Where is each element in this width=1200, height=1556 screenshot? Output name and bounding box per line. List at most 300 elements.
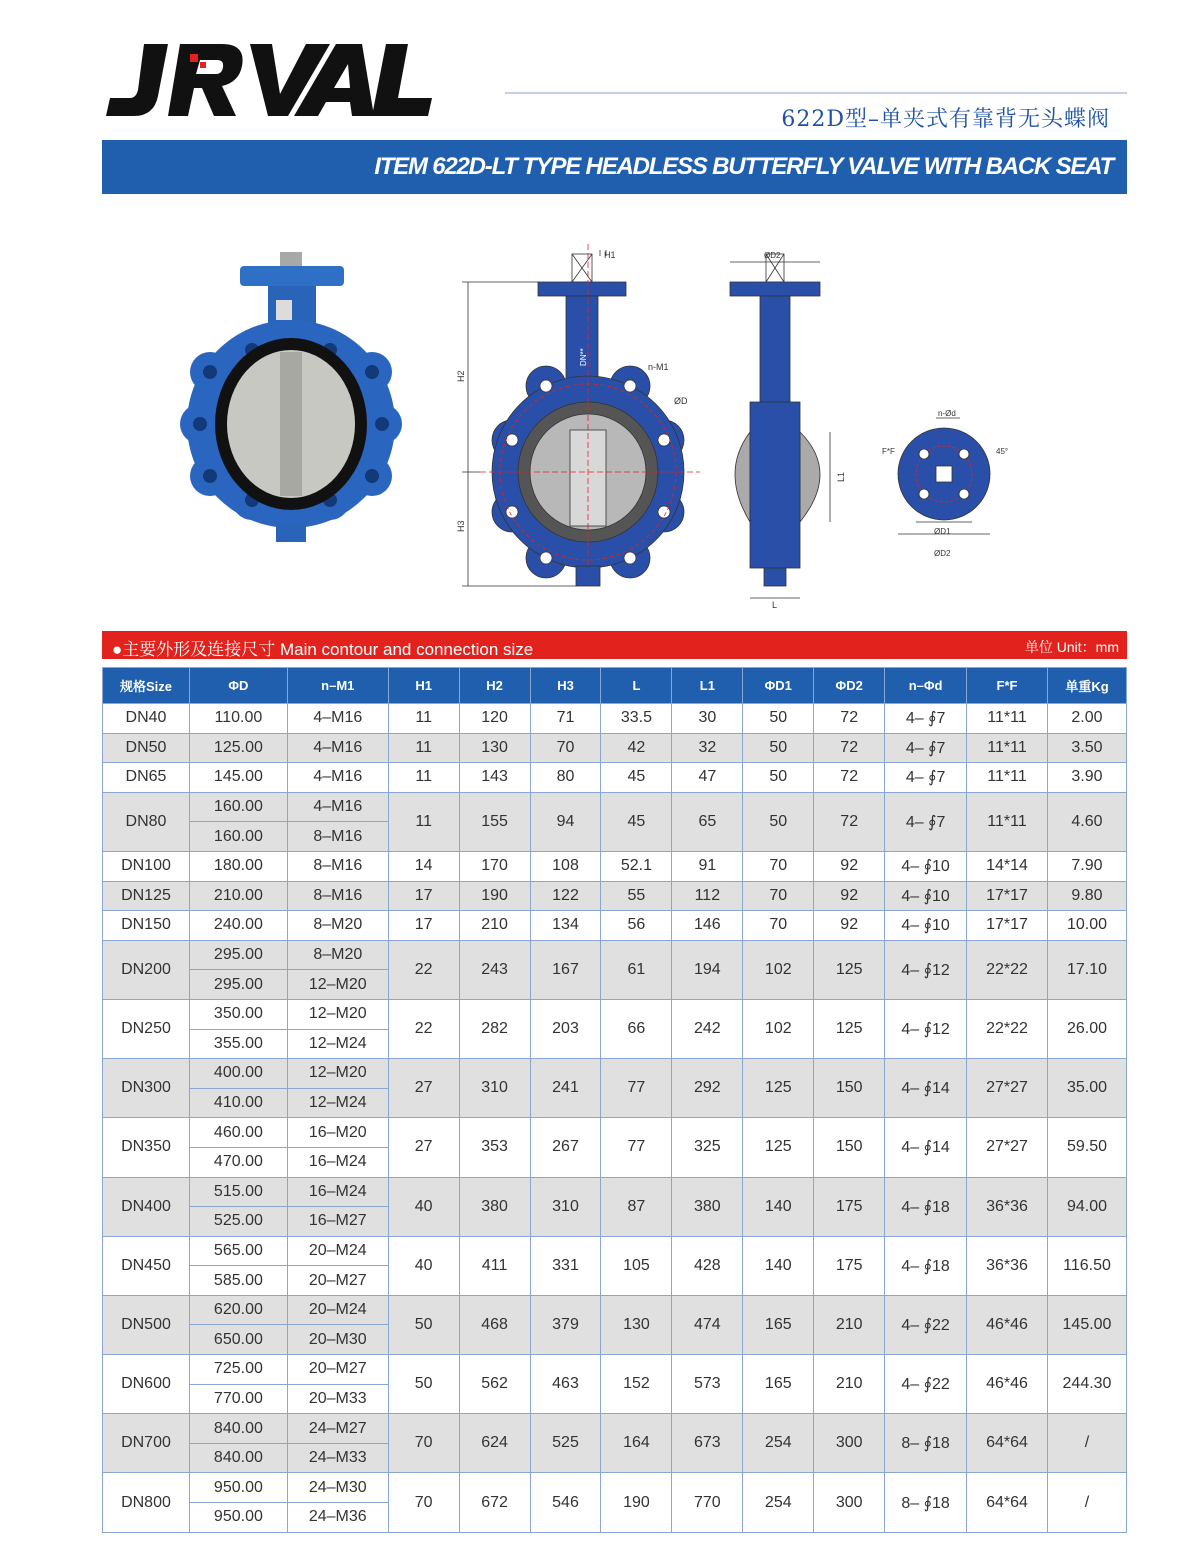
h2-cell: 143 — [459, 763, 530, 793]
d1-cell: 254 — [743, 1414, 814, 1473]
diameter-cell: 470.00 — [189, 1147, 287, 1177]
l1-cell: 194 — [672, 940, 743, 999]
column-header: ΦD2 — [814, 668, 885, 704]
l-cell: 164 — [601, 1414, 672, 1473]
chinese-title: 622D型–单夹式有靠背无头蝶阀 — [781, 107, 1110, 132]
table-row — [103, 1059, 1127, 1089]
h2-cell: 411 — [459, 1236, 530, 1295]
column-header: n–M1 — [287, 668, 388, 704]
bolt-cell: 12–M20 — [287, 999, 388, 1029]
d1-cell: 125 — [743, 1118, 814, 1177]
label-d2-bottom: ØD2 — [934, 549, 951, 558]
label-h1: H1 — [604, 250, 616, 260]
d1-cell: 165 — [743, 1355, 814, 1414]
h3-cell: 331 — [530, 1236, 601, 1295]
h2-cell: 672 — [459, 1473, 530, 1532]
d1-cell: 254 — [743, 1473, 814, 1532]
diameter-cell: 515.00 — [189, 1177, 287, 1207]
section-bar — [102, 631, 1127, 659]
l-cell: 77 — [601, 1118, 672, 1177]
d1-cell: 125 — [743, 1059, 814, 1118]
l1-cell: 32 — [672, 733, 743, 763]
table-row — [103, 763, 1127, 793]
ff-cell: 22*22 — [967, 940, 1048, 999]
h2-cell: 120 — [459, 704, 530, 734]
kg-cell: 3.90 — [1047, 763, 1126, 793]
label-nm1: n-M1 — [648, 362, 669, 372]
d2-cell: 210 — [814, 1355, 885, 1414]
l1-cell: 146 — [672, 911, 743, 941]
label-d2-top: ØD2 — [764, 251, 781, 260]
l1-cell: 325 — [672, 1118, 743, 1177]
ff-cell: 11*11 — [967, 792, 1048, 851]
diameter-cell: 840.00 — [189, 1414, 287, 1444]
table-row — [103, 1295, 1127, 1325]
jrval-logo — [104, 40, 434, 122]
l1-cell: 573 — [672, 1355, 743, 1414]
product-drawings — [100, 232, 1130, 618]
side-view-drawing — [730, 254, 830, 598]
l1-cell: 91 — [672, 851, 743, 881]
l-cell: 61 — [601, 940, 672, 999]
diameter-cell: 525.00 — [189, 1207, 287, 1237]
kg-cell: 7.90 — [1047, 851, 1126, 881]
size-cell: DN100 — [103, 851, 190, 881]
h3-cell: 241 — [530, 1059, 601, 1118]
h2-cell: 170 — [459, 851, 530, 881]
d1-cell: 50 — [743, 733, 814, 763]
label-h3: H3 — [456, 520, 466, 532]
table-row — [103, 851, 1127, 881]
h1-cell: 50 — [388, 1295, 459, 1354]
label-od: ØD — [674, 396, 688, 406]
kg-cell: 10.00 — [1047, 911, 1126, 941]
diameter-cell: 180.00 — [189, 851, 287, 881]
h1-cell: 70 — [388, 1414, 459, 1473]
h3-cell: 108 — [530, 851, 601, 881]
table-row — [103, 940, 1127, 970]
label-dn: DN** — [579, 348, 588, 366]
nd-cell: 4– ∮22 — [885, 1295, 967, 1354]
nd-cell: 4– ∮14 — [885, 1118, 967, 1177]
nd-cell: 4– ∮18 — [885, 1177, 967, 1236]
bolt-cell: 8–M16 — [287, 822, 388, 852]
d2-cell: 72 — [814, 792, 885, 851]
h2-cell: 190 — [459, 881, 530, 911]
ff-cell: 27*27 — [967, 1059, 1048, 1118]
l-cell: 55 — [601, 881, 672, 911]
nd-cell: 8– ∮18 — [885, 1473, 967, 1532]
bolt-cell: 4–M16 — [287, 704, 388, 734]
l1-cell: 770 — [672, 1473, 743, 1532]
kg-cell: 4.60 — [1047, 792, 1126, 851]
nd-cell: 4– ∮10 — [885, 851, 967, 881]
h1-cell: 11 — [388, 704, 459, 734]
h2-cell: 155 — [459, 792, 530, 851]
bolt-cell: 8–M16 — [287, 851, 388, 881]
bolt-cell: 8–M16 — [287, 881, 388, 911]
h2-cell: 282 — [459, 999, 530, 1058]
size-cell: DN65 — [103, 763, 190, 793]
size-cell: DN200 — [103, 940, 190, 999]
ff-cell: 27*27 — [967, 1118, 1048, 1177]
column-header: ΦD — [189, 668, 287, 704]
ff-cell: 64*64 — [967, 1473, 1048, 1532]
d2-cell: 150 — [814, 1059, 885, 1118]
label-nod: n-Ød — [938, 409, 956, 418]
kg-cell: 26.00 — [1047, 999, 1126, 1058]
bolt-cell: 12–M20 — [287, 970, 388, 1000]
bolt-cell: 24–M33 — [287, 1443, 388, 1473]
h1-cell: 17 — [388, 911, 459, 941]
nd-cell: 4– ∮18 — [885, 1236, 967, 1295]
h2-cell: 624 — [459, 1414, 530, 1473]
l1-cell: 30 — [672, 704, 743, 734]
d1-cell: 70 — [743, 911, 814, 941]
nd-cell: 4– ∮12 — [885, 940, 967, 999]
size-cell: DN450 — [103, 1236, 190, 1295]
table-row — [103, 911, 1127, 941]
diameter-cell: 160.00 — [189, 822, 287, 852]
header-rule — [505, 92, 1127, 94]
bolt-cell: 20–M24 — [287, 1295, 388, 1325]
d2-cell: 150 — [814, 1118, 885, 1177]
d2-cell: 175 — [814, 1177, 885, 1236]
h3-cell: 463 — [530, 1355, 601, 1414]
l-cell: 66 — [601, 999, 672, 1058]
bolt-cell: 24–M36 — [287, 1503, 388, 1533]
table-row — [103, 1177, 1127, 1207]
size-cell: DN300 — [103, 1059, 190, 1118]
l1-cell: 292 — [672, 1059, 743, 1118]
size-cell: DN350 — [103, 1118, 190, 1177]
l1-cell: 474 — [672, 1295, 743, 1354]
diameter-cell: 210.00 — [189, 881, 287, 911]
kg-cell: 17.10 — [1047, 940, 1126, 999]
table-row — [103, 1414, 1127, 1444]
nd-cell: 4– ∮14 — [885, 1059, 967, 1118]
d2-cell: 72 — [814, 763, 885, 793]
l-cell: 152 — [601, 1355, 672, 1414]
diameter-cell: 295.00 — [189, 940, 287, 970]
nd-cell: 4– ∮10 — [885, 881, 967, 911]
bolt-cell: 4–M16 — [287, 763, 388, 793]
ff-cell: 64*64 — [967, 1414, 1048, 1473]
diameter-cell: 350.00 — [189, 999, 287, 1029]
l-cell: 87 — [601, 1177, 672, 1236]
bolt-cell: 20–M30 — [287, 1325, 388, 1355]
d2-cell: 175 — [814, 1236, 885, 1295]
l1-cell: 380 — [672, 1177, 743, 1236]
h1-cell: 22 — [388, 940, 459, 999]
diameter-cell: 650.00 — [189, 1325, 287, 1355]
size-cell: DN250 — [103, 999, 190, 1058]
d2-cell: 125 — [814, 999, 885, 1058]
kg-cell: 3.50 — [1047, 733, 1126, 763]
column-header: H1 — [388, 668, 459, 704]
diameter-cell: 565.00 — [189, 1236, 287, 1266]
d1-cell: 50 — [743, 792, 814, 851]
h3-cell: 134 — [530, 911, 601, 941]
ff-cell: 17*17 — [967, 911, 1048, 941]
spec-table — [102, 667, 1127, 1533]
label-l: L — [772, 600, 778, 610]
section-title: ●主要外形及连接尺寸 Main contour and connection size — [112, 640, 534, 659]
nd-cell: 8– ∮18 — [885, 1414, 967, 1473]
diameter-cell: 950.00 — [189, 1473, 287, 1503]
h3-cell: 80 — [530, 763, 601, 793]
kg-cell: 59.50 — [1047, 1118, 1126, 1177]
d1-cell: 50 — [743, 704, 814, 734]
table-header-row — [103, 668, 1127, 704]
bolt-cell: 4–M16 — [287, 733, 388, 763]
h2-cell: 562 — [459, 1355, 530, 1414]
ff-cell: 46*46 — [967, 1355, 1048, 1414]
diameter-cell: 770.00 — [189, 1384, 287, 1414]
ff-cell: 11*11 — [967, 733, 1048, 763]
label-h2: H2 — [456, 370, 466, 382]
h1-cell: 22 — [388, 999, 459, 1058]
kg-cell: 35.00 — [1047, 1059, 1126, 1118]
l-cell: 56 — [601, 911, 672, 941]
l1-cell: 428 — [672, 1236, 743, 1295]
ff-cell: 11*11 — [967, 763, 1048, 793]
diameter-cell: 410.00 — [189, 1088, 287, 1118]
size-cell: DN500 — [103, 1295, 190, 1354]
table-row — [103, 999, 1127, 1029]
l-cell: 77 — [601, 1059, 672, 1118]
d1-cell: 140 — [743, 1236, 814, 1295]
kg-cell: 2.00 — [1047, 704, 1126, 734]
nd-cell: 4– ∮10 — [885, 911, 967, 941]
d2-cell: 72 — [814, 733, 885, 763]
diameter-cell: 355.00 — [189, 1029, 287, 1059]
l1-cell: 673 — [672, 1414, 743, 1473]
h2-cell: 310 — [459, 1059, 530, 1118]
l-cell: 190 — [601, 1473, 672, 1532]
kg-cell: / — [1047, 1473, 1126, 1532]
h1-cell: 70 — [388, 1473, 459, 1532]
h2-cell: 468 — [459, 1295, 530, 1354]
diameter-cell: 145.00 — [189, 763, 287, 793]
l-cell: 33.5 — [601, 704, 672, 734]
h3-cell: 310 — [530, 1177, 601, 1236]
label-ff: F*F — [882, 447, 895, 456]
h3-cell: 525 — [530, 1414, 601, 1473]
bolt-cell: 16–M24 — [287, 1147, 388, 1177]
bolt-cell: 12–M20 — [287, 1059, 388, 1089]
kg-cell: / — [1047, 1414, 1126, 1473]
table-body — [103, 704, 1127, 1533]
h1-cell: 40 — [388, 1236, 459, 1295]
nd-cell: 4– ∮7 — [885, 704, 967, 734]
ff-cell: 36*36 — [967, 1177, 1048, 1236]
bolt-cell: 12–M24 — [287, 1088, 388, 1118]
nd-cell: 4– ∮7 — [885, 792, 967, 851]
flange-top-view-drawing — [898, 418, 990, 534]
h1-cell: 11 — [388, 733, 459, 763]
logo-text: JRVAL — [104, 40, 108, 41]
l-cell: 45 — [601, 792, 672, 851]
table-row — [103, 881, 1127, 911]
column-header: F*F — [967, 668, 1048, 704]
h3-cell: 546 — [530, 1473, 601, 1532]
l-cell: 130 — [601, 1295, 672, 1354]
bolt-cell: 20–M27 — [287, 1266, 388, 1296]
title-bar — [102, 140, 1127, 194]
column-header: L1 — [672, 668, 743, 704]
h3-cell: 94 — [530, 792, 601, 851]
d2-cell: 92 — [814, 911, 885, 941]
ff-cell: 14*14 — [967, 851, 1048, 881]
label-angle: 45° — [996, 447, 1009, 456]
diameter-cell: 950.00 — [189, 1503, 287, 1533]
d2-cell: 92 — [814, 881, 885, 911]
d2-cell: 125 — [814, 940, 885, 999]
column-header: H3 — [530, 668, 601, 704]
diameter-cell: 125.00 — [189, 733, 287, 763]
d1-cell: 70 — [743, 881, 814, 911]
h2-cell: 130 — [459, 733, 530, 763]
l-cell: 105 — [601, 1236, 672, 1295]
l-cell: 42 — [601, 733, 672, 763]
d2-cell: 210 — [814, 1295, 885, 1354]
diameter-cell: 725.00 — [189, 1355, 287, 1385]
h2-cell: 210 — [459, 911, 530, 941]
diameter-cell: 160.00 — [189, 792, 287, 822]
d2-cell: 72 — [814, 704, 885, 734]
h3-cell: 267 — [530, 1118, 601, 1177]
l1-cell: 112 — [672, 881, 743, 911]
h2-cell: 243 — [459, 940, 530, 999]
nd-cell: 4– ∮22 — [885, 1355, 967, 1414]
d2-cell: 92 — [814, 851, 885, 881]
d1-cell: 165 — [743, 1295, 814, 1354]
h2-cell: 380 — [459, 1177, 530, 1236]
bolt-cell: 12–M24 — [287, 1029, 388, 1059]
english-title: ITEM 622D-LT TYPE HEADLESS BUTTERFLY VALVE WITH BACK SEAT — [374, 153, 1113, 180]
d2-cell: 300 — [814, 1473, 885, 1532]
kg-cell: 9.80 — [1047, 881, 1126, 911]
h3-cell: 203 — [530, 999, 601, 1058]
h1-cell: 27 — [388, 1118, 459, 1177]
bolt-cell: 20–M24 — [287, 1236, 388, 1266]
column-header: 规格Size — [103, 668, 190, 704]
diameter-cell: 840.00 — [189, 1443, 287, 1473]
table-row — [103, 792, 1127, 822]
size-cell: DN50 — [103, 733, 190, 763]
d1-cell: 50 — [743, 763, 814, 793]
d1-cell: 70 — [743, 851, 814, 881]
h3-cell: 379 — [530, 1295, 601, 1354]
diameter-cell: 400.00 — [189, 1059, 287, 1089]
size-cell: DN700 — [103, 1414, 190, 1473]
size-cell: DN40 — [103, 704, 190, 734]
h1-cell: 11 — [388, 763, 459, 793]
ff-cell: 17*17 — [967, 881, 1048, 911]
d1-cell: 102 — [743, 999, 814, 1058]
bolt-cell: 8–M20 — [287, 940, 388, 970]
bolt-cell: 16–M20 — [287, 1118, 388, 1148]
table-row — [103, 704, 1127, 734]
table-row — [103, 1236, 1127, 1266]
size-cell: DN800 — [103, 1473, 190, 1532]
table-row — [103, 1473, 1127, 1503]
column-header: H2 — [459, 668, 530, 704]
column-header: n–Φd — [885, 668, 967, 704]
column-header: 单重Kg — [1047, 668, 1126, 704]
bolt-cell: 20–M27 — [287, 1355, 388, 1385]
bolt-cell: 4–M16 — [287, 792, 388, 822]
nd-cell: 4– ∮7 — [885, 733, 967, 763]
table-row — [103, 1355, 1127, 1385]
bolt-cell: 16–M24 — [287, 1177, 388, 1207]
kg-cell: 94.00 — [1047, 1177, 1126, 1236]
size-cell: DN150 — [103, 911, 190, 941]
ff-cell: 11*11 — [967, 704, 1048, 734]
l1-cell: 65 — [672, 792, 743, 851]
nd-cell: 4– ∮12 — [885, 999, 967, 1058]
h1-cell: 14 — [388, 851, 459, 881]
h1-cell: 27 — [388, 1059, 459, 1118]
l1-cell: 242 — [672, 999, 743, 1058]
h3-cell: 71 — [530, 704, 601, 734]
h3-cell: 167 — [530, 940, 601, 999]
valve-photo — [180, 252, 402, 542]
size-cell: DN125 — [103, 881, 190, 911]
h1-cell: 50 — [388, 1355, 459, 1414]
d1-cell: 102 — [743, 940, 814, 999]
bolt-cell: 24–M27 — [287, 1414, 388, 1444]
size-cell: DN600 — [103, 1355, 190, 1414]
kg-cell: 145.00 — [1047, 1295, 1126, 1354]
bolt-cell: 24–M30 — [287, 1473, 388, 1503]
bolt-cell: 16–M27 — [287, 1207, 388, 1237]
h1-cell: 11 — [388, 792, 459, 851]
kg-cell: 244.30 — [1047, 1355, 1126, 1414]
diameter-cell: 620.00 — [189, 1295, 287, 1325]
size-cell: DN80 — [103, 792, 190, 851]
d2-cell: 300 — [814, 1414, 885, 1473]
diameter-cell: 240.00 — [189, 911, 287, 941]
ff-cell: 36*36 — [967, 1236, 1048, 1295]
diameter-cell: 460.00 — [189, 1118, 287, 1148]
size-cell: DN400 — [103, 1177, 190, 1236]
front-view-drawing — [462, 244, 700, 586]
bolt-cell: 8–M20 — [287, 911, 388, 941]
label-l1: L1 — [836, 471, 846, 482]
table-row — [103, 1118, 1127, 1148]
table-row — [103, 733, 1127, 763]
h1-cell: 40 — [388, 1177, 459, 1236]
l-cell: 45 — [601, 763, 672, 793]
ff-cell: 22*22 — [967, 999, 1048, 1058]
l1-cell: 47 — [672, 763, 743, 793]
diameter-cell: 295.00 — [189, 970, 287, 1000]
column-header: L — [601, 668, 672, 704]
d1-cell: 140 — [743, 1177, 814, 1236]
label-d1: ØD1 — [934, 527, 951, 536]
h3-cell: 122 — [530, 881, 601, 911]
diameter-cell: 585.00 — [189, 1266, 287, 1296]
bolt-cell: 20–M33 — [287, 1384, 388, 1414]
l-cell: 52.1 — [601, 851, 672, 881]
nd-cell: 4– ∮7 — [885, 763, 967, 793]
h2-cell: 353 — [459, 1118, 530, 1177]
diameter-cell: 110.00 — [189, 704, 287, 734]
unit-label: 单位 Unit：mm — [1024, 639, 1119, 655]
ff-cell: 46*46 — [967, 1295, 1048, 1354]
